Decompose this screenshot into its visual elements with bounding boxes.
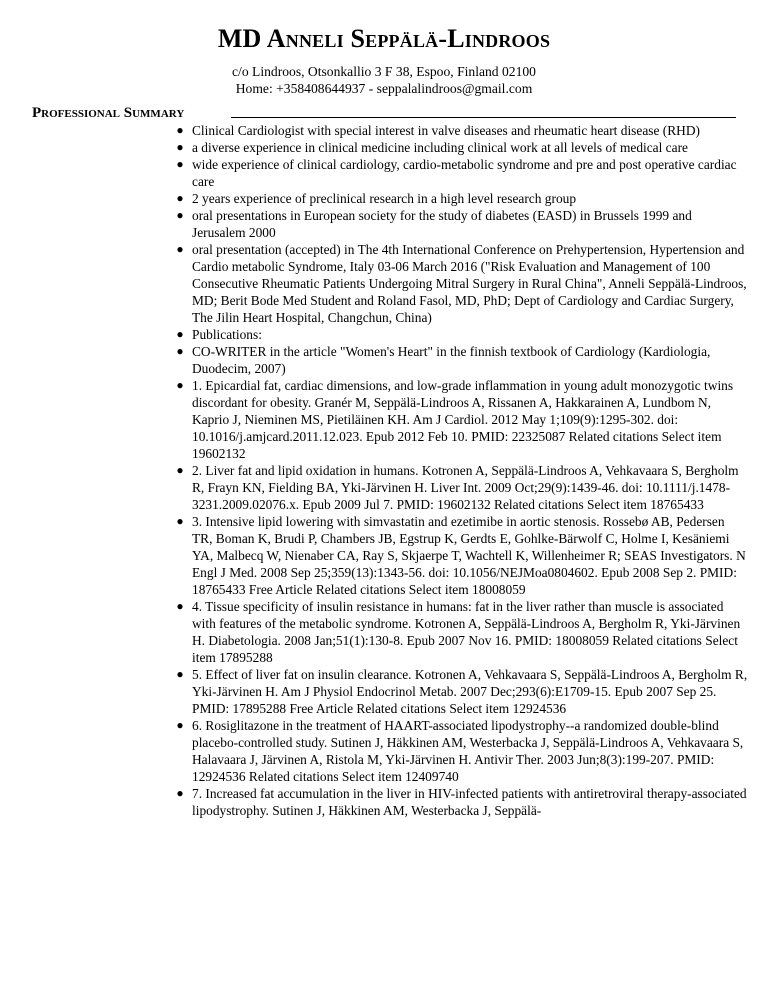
section-title: Professional Summary [32, 105, 185, 121]
bullet-icon: ● [176, 786, 184, 800]
section-divider [231, 117, 736, 118]
bullet-icon: ● [176, 157, 184, 171]
bullet-icon: ● [176, 718, 184, 732]
bullet-icon: ● [176, 463, 184, 477]
list-item [176, 122, 748, 139]
bullet-icon: ● [176, 514, 184, 528]
list-item-text: Publications: [192, 327, 262, 342]
list-item [176, 241, 748, 326]
bullet-icon: ● [176, 123, 184, 137]
list-item-text: 3. Intensive lipid lowering with simvastatin and ezetimibe in aortic stenosis. Rossebø AB, Pedersen TR, Boman K, Brudi P, Chambers JB, Egstrup K, Gerdts E, Gohlke-Bärwolf C, Holme I, Kesäniemi YA, Malbecq W, Nienaber CA, Ray S, Skjaerpe T, Wachtell K, Willenheimer R; SEAS Investigators. N Engl J Med. 2008 Sep 25;359(13):1343-56. doi: 10.1056/NEJMoa0804602. Epub 2008 Sep 2. PMID: 18765433 Free Article Related citations Select item 18008059 [192, 514, 746, 597]
bullet-icon: ● [176, 140, 184, 154]
list-item-text: 5. Effect of liver fat on insulin clearance. Kotronen A, Vehkavaara S, Seppälä-Lindroos A, Bergholm R, Yki-Järvinen H. Am J Physiol Endocrinol Metab. 2007 Dec;293(6):E1709-15. Epub 2007 Sep 25. PMID: 17895288 Free Article Related citations Select item 12924536 [192, 667, 748, 716]
list-item [176, 598, 748, 666]
list-item-text: 1. Epicardial fat, cardiac dimensions, and low-grade inflammation in young adult monozygotic twins discordant for obesity. Granér M, Seppälä-Lindroos A, Rissanen A, Hakkarainen A, Lundbom N, Kaprio J, Nieminen MS, Pietiläinen KH. Am J Cardiol. 2012 May 1;109(9):1295-302. doi: 10.1016/j.amjcard.2011.12.023. Epub 2012 Feb 10. PMID: 22325087 Related citations Select item 19602132 [192, 378, 734, 461]
list-item [176, 207, 748, 241]
address-line: c/o Lindroos, Otsonkallio 3 F 38, Espoo, Finland 02100 [232, 64, 536, 79]
list-item [176, 785, 748, 819]
list-item [176, 377, 748, 462]
resume-name: MD Anneli Seppälä-Lindroos [217, 24, 551, 53]
bullet-icon: ● [176, 667, 184, 681]
bullet-icon: ● [176, 327, 184, 341]
section-header [32, 104, 736, 122]
bullet-icon: ● [176, 378, 184, 392]
bullet-icon: ● [176, 191, 184, 205]
list-item-text: wide experience of clinical cardiology, cardio-metabolic syndrome and pre and post operative cardiac care [192, 157, 737, 189]
list-item [176, 190, 748, 207]
list-item-text: Clinical Cardiologist with special interest in valve diseases and rheumatic heart disease (RHD) [192, 123, 700, 138]
list-item-text: oral presentations in European society for the study of diabetes (EASD) in Brussels 1999 and Jerusalem 2000 [192, 208, 692, 240]
list-item-text: 6. Rosiglitazone in the treatment of HAART-associated lipodystrophy--a randomized double-blind placebo-controlled study. Sutinen J, Häkkinen AM, Westerbacka J, Seppälä-Lindroos A, Vehkavaara S, Halavaara J, Järvinen A, Ristola M, Yki-Järvinen H. Antivir Ther. 2003 Jun;8(3):199-207. PMID: 12924536 Related citations Select item 12409740 [192, 718, 744, 784]
summary-list [176, 122, 748, 819]
list-item [176, 343, 748, 377]
bullet-icon: ● [176, 599, 184, 613]
list-item-text: 2 years experience of preclinical research in a high level research group [192, 191, 577, 206]
list-item-text: CO-WRITER in the article "Women's Heart" in the finnish textbook of Cardiology (Kardiologia, Duodecim, 2007) [192, 344, 711, 376]
list-item [176, 139, 748, 156]
list-item [176, 326, 748, 343]
contact-line: Home: +358408644937 - seppalalindroos@gmail.com [235, 81, 533, 96]
list-item [176, 513, 748, 598]
list-item [176, 156, 748, 190]
list-item-text: 4. Tissue specificity of insulin resistance in humans: fat in the liver rather than muscle is associated with features of the metabolic syndrome. Kotronen A, Seppälä-Lindroos A, Bergholm R, Yki-Järvinen H. Diabetologia. 2008 Jan;51(1):130-8. Epub 2007 Nov 16. PMID: 18008059 Related citations Select item 17895288 [192, 599, 741, 665]
bullet-icon: ● [176, 208, 184, 222]
bullet-icon: ● [176, 344, 184, 358]
list-item-text: 2. Liver fat and lipid oxidation in humans. Kotronen A, Seppälä-Lindroos A, Vehkavaara S, Bergholm R, Frayn KN, Fielding BA, Yki-Järvinen H. Liver Int. 2009 Oct;29(9):1439-46. doi: 10.1111/j.1478-3231.2009.02076.x. Epub 2009 Jul 7. PMID: 19602132 Related citations Select item 18765433 [192, 463, 739, 512]
list-item [176, 462, 748, 513]
list-item [176, 666, 748, 717]
list-item-text: a diverse experience in clinical medicine including clinical work at all levels of medical care [192, 140, 688, 155]
bullet-icon: ● [176, 242, 184, 256]
list-item [176, 717, 748, 785]
list-item-text: 7. Increased fat accumulation in the liver in HIV-infected patients with antiretroviral therapy-associated lipodystrophy. Sutinen J, Häkkinen AM, Westerbacka J, Seppälä- [192, 786, 747, 818]
list-item-text: oral presentation (accepted) in The 4th International Conference on Prehypertension, Hypertension and Cardio metabolic Syndrome, Italy 03-06 March 2016 ("Risk Evaluation and Management of 100 Consecutive Rheumatic Patients Undergoing Mitral Surgery in Rural China", Anneli Seppälä-Lindroos, MD; Berit Bode Med Student and Roland Fasol, MD, PhD; Dept of Cardiology and Cardiac Surgery, The Jilin Heart Hospital, Changchun, China) [192, 242, 747, 325]
